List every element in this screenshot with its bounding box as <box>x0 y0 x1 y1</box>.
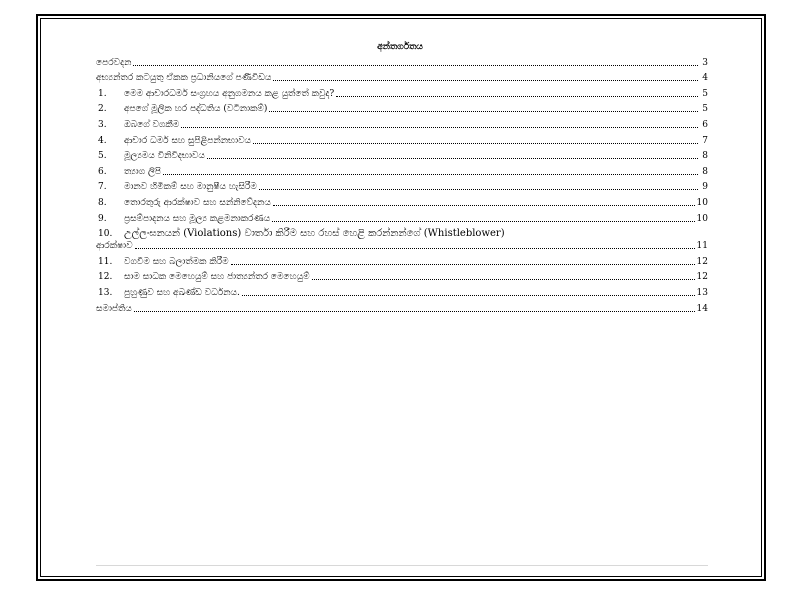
toc-entry-text: තොරතුරු ආරක්ෂාව සහ සන්නිවේදනය <box>124 197 271 208</box>
toc-entry-12[interactable] <box>96 268 708 284</box>
toc-entry-text: සාම සාධක මෙහෙයුම් සහ ජාත්‍යන්තර මෙහෙයුම් <box>124 272 310 283</box>
table-of-contents <box>96 53 708 315</box>
toc-leader-dots <box>134 311 695 312</box>
toc-entry-number: 4. <box>98 135 107 146</box>
toc-entry-text: අභ්‍යන්තර කටයුතු ඒකක ප්‍රධානියගේ පණිවිඩය <box>96 73 272 84</box>
toc-entry-10[interactable] <box>96 225 708 241</box>
toc-title: අන්තර්ගතය <box>377 42 423 52</box>
toc-entry-text: මානව හිමිකම් සහ මානුෂීය හැසිරීම <box>124 182 257 193</box>
toc-entry-number: 13. <box>98 287 113 298</box>
toc-entry-5[interactable] <box>96 147 708 163</box>
toc-entry-number: 5. <box>98 151 107 162</box>
toc-entry-page: 8 <box>702 166 708 177</box>
toc-entry-text: මෙම ආචාරධර්ම සංග්‍රහය අනුගමනය කළ යුත්තේ කවුද? <box>124 88 335 99</box>
toc-entry-conclusion[interactable] <box>96 299 708 315</box>
toc-leader-dots <box>163 174 698 175</box>
toc-entry-text: පුහුණුව සහ අඛණ්ඩ වර්ධනය. <box>124 287 240 298</box>
toc-entry-page: 7 <box>702 135 708 146</box>
toc-entry-6[interactable] <box>96 162 708 178</box>
toc-entry-text: මූල්‍යමය විනිවිදභාවය <box>124 151 205 162</box>
toc-leader-dots <box>312 279 695 280</box>
toc-leader-dots <box>259 189 698 190</box>
toc-entry-page: 10 <box>696 197 708 208</box>
toc-entry-page: 11 <box>696 241 708 252</box>
toc-entry-page: 5 <box>702 88 708 99</box>
toc-entry-preface[interactable] <box>96 53 708 69</box>
toc-entry-number: 1. <box>98 88 107 99</box>
toc-entry-page: 12 <box>696 272 708 283</box>
toc-entry-text: අපගේ මූලික හර පද්ධතිය (වටිනාකම්) <box>124 104 268 115</box>
toc-leader-dots <box>135 248 695 249</box>
toc-leader-dots <box>273 205 695 206</box>
toc-entry-page: 3 <box>702 57 708 68</box>
toc-entry-text: ඔබගේ වගකීම <box>124 119 180 130</box>
toc-entry-page: 4 <box>702 73 708 84</box>
toc-leader-dots <box>231 264 695 265</box>
toc-entry-text: ප්‍රසම්පාදනය සහ මූල්‍ය කළමනාකරණය <box>124 213 271 224</box>
toc-entry-text: ආචාර ධර්ම සහ සුපිළිපන්නභාවය <box>124 135 252 146</box>
toc-entry-text: සමාප්තිය <box>96 303 132 314</box>
toc-entry-number: 11. <box>98 256 113 267</box>
toc-entry-3[interactable] <box>96 115 708 131</box>
toc-entry-11[interactable] <box>96 252 708 268</box>
toc-entry-9[interactable] <box>96 209 708 225</box>
toc-entry-number: 9. <box>98 213 107 224</box>
toc-entry-number: 10. <box>98 229 113 240</box>
toc-entry-text-continuation: ආරක්ෂාව <box>96 241 133 252</box>
footer-divider <box>96 565 708 566</box>
toc-entry-page: 5 <box>702 104 708 115</box>
toc-entry-number: 8. <box>98 197 107 208</box>
toc-entry-page: 12 <box>696 256 708 267</box>
toc-entry-page: 8 <box>702 151 708 162</box>
toc-entry-page: 10 <box>696 213 708 224</box>
toc-leader-dots <box>269 111 698 112</box>
toc-entry-13[interactable] <box>96 283 708 299</box>
toc-entry-text: වගවීම සහ බලාත්මක කිරීම <box>124 256 229 267</box>
toc-leader-dots <box>133 65 698 66</box>
toc-entry-page: 6 <box>702 119 708 130</box>
toc-entry-page: 14 <box>696 303 708 314</box>
toc-entry-page: 13 <box>696 287 708 298</box>
toc-entry-text: පෙරවදන <box>96 57 132 68</box>
toc-entry-number: 12. <box>98 272 113 283</box>
toc-entry-number: 3. <box>98 119 107 130</box>
toc-entry-number: 6. <box>98 166 107 177</box>
toc-entry-page: 9 <box>702 182 708 193</box>
toc-entry-number: 7. <box>98 182 107 193</box>
toc-entry-text: උල්ලංඝනයන් (Violations) වාර්තා කිරීම සහ රහස් හෙළි කරන්නන්ගේ (Whistleblower) <box>124 228 505 240</box>
toc-leader-dots <box>272 221 694 222</box>
toc-entry-number: 2. <box>98 104 107 115</box>
toc-entry-1[interactable] <box>96 84 708 100</box>
toc-entry-10-continuation[interactable] <box>96 240 708 252</box>
toc-entry-2[interactable] <box>96 100 708 116</box>
toc-leader-dots <box>207 158 698 159</box>
toc-leader-dots <box>181 127 698 128</box>
toc-leader-dots <box>242 295 695 296</box>
toc-entry-text: ත්‍යාග ලිපි <box>124 166 161 177</box>
toc-entry-8[interactable] <box>96 193 708 209</box>
toc-leader-dots <box>336 96 698 97</box>
toc-leader-dots <box>253 143 698 144</box>
toc-entry-4[interactable] <box>96 131 708 147</box>
toc-leader-dots <box>273 80 698 81</box>
toc-entry-7[interactable] <box>96 178 708 194</box>
toc-entry-message[interactable] <box>96 69 708 85</box>
